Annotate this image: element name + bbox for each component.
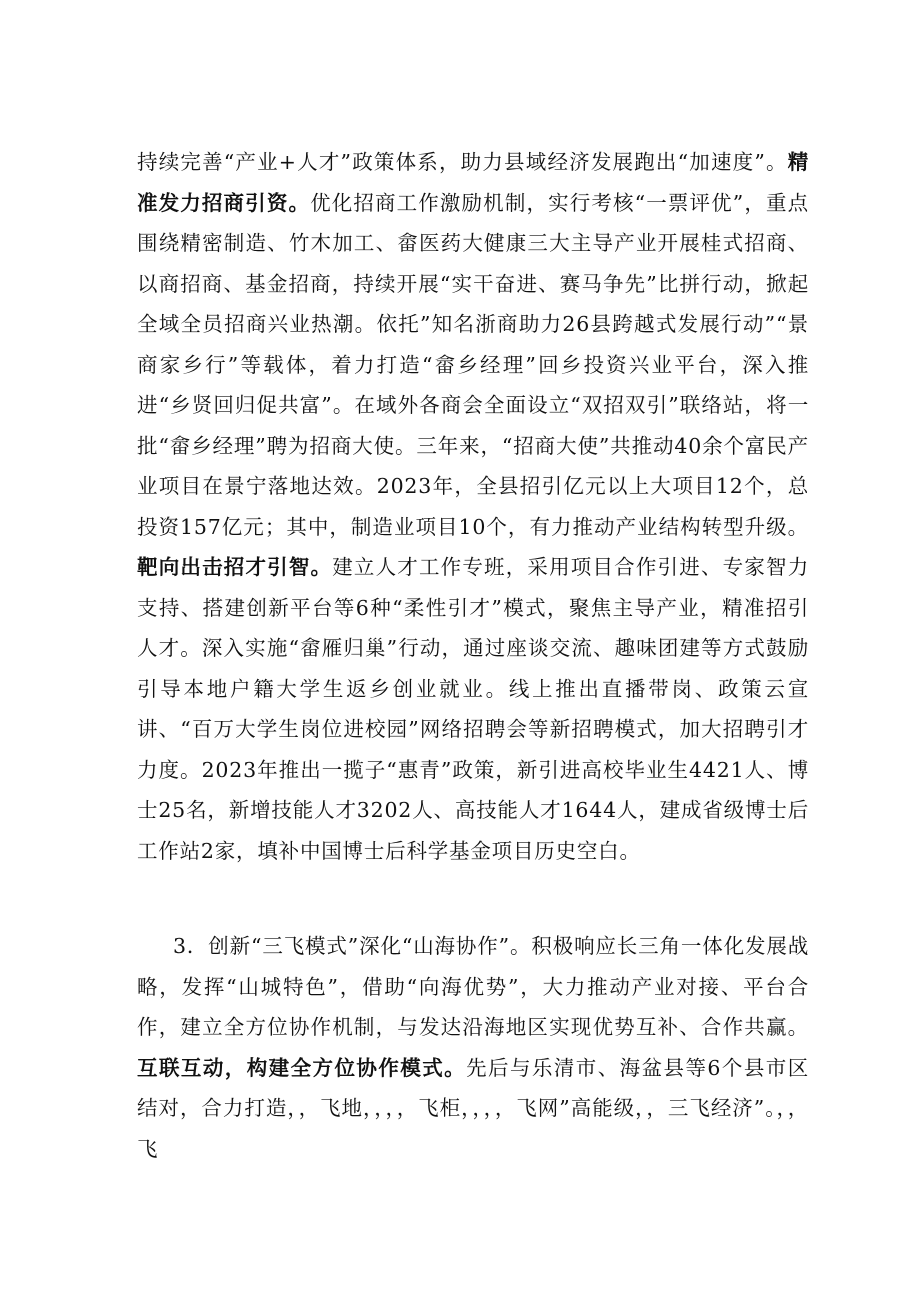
bold-heading-invest-attraction: 精准发力招商引资。: [137, 150, 809, 215]
body-paragraph: [137, 926, 809, 1169]
bold-heading-interconnection: 互联互动，构建全方位协作模式。: [137, 1055, 467, 1080]
paragraph-text: 优化招商工作激励机制，实行考核“一票评优”，重点围绕精密制造、竹木加工、畲医药大健康三大主导产业开展桂式招商、以商招商、基金招商，持续开展“实干奋进、赛马争先”比拼行动，掀起全域全员招商兴业热潮。依托”知名浙商助力26县跨越式发展行动”“景商家乡行”等载体，着力打造“畲乡经理”回乡投资兴业平台，深入推进“乡贤回归促共富”。在域外各商会全面设立“双招双引”联络站，将一批“畲乡经理”聘为招商大使。三年来，“招商大使”共推动40余个富民产业项目在景宁落地达效。2023年，全县招引亿元以上大项目12个，总投资157亿元；其中，制造业项目10个，有力推动产业结构转型升级。: [137, 190, 809, 539]
paragraph-text: 持续完善“产业+人才”政策体系，助力县域经济发展跑出“加速度”。: [137, 150, 788, 174]
bold-heading-talent-attraction: 靶向出击招才引智。: [137, 555, 333, 579]
section-heading-text: 3．创新“三飞模式”深化“山海协作”。积极响应长三角一体化发展战略，发挥“山城特色”，借助“向海优势”，大力推动产业对接、平台合作，建立全方位协作机制，与发达沿海地区实现优势互补、合作共赢。: [137, 934, 809, 1039]
body-paragraph: [137, 142, 809, 871]
paragraph-text: 先后与乐清市、海盆县等6个县市区结对，合力打造，，飞地，，，，飞柜，，，，飞网”高能级，，三飞经济”。，，飞: [137, 1055, 809, 1161]
paragraph-text: 建立人才工作专班，采用项目合作引进、专家智力支持、搭建创新平台等6种“柔性引才”模式，聚焦主导产业，精准招引人才。深入实施“畲雁归巢”行动，通过座谈交流、趣味团建等方式鼓励引导本地户籍大学生返乡创业就业。线上推出直播带岗、政策云宣讲、“百万大学生岗位进校园”网络招聘会等新招聘模式，加大招聘引才力度。2023年推出一揽子“惠青”政策，新引进高校毕业生4421人、博士25名，新增技能人才3202人、高技能人才1644人，建成省级博士后工作站2家，填补中国博士后科学基金项目历史空白。: [137, 555, 809, 863]
